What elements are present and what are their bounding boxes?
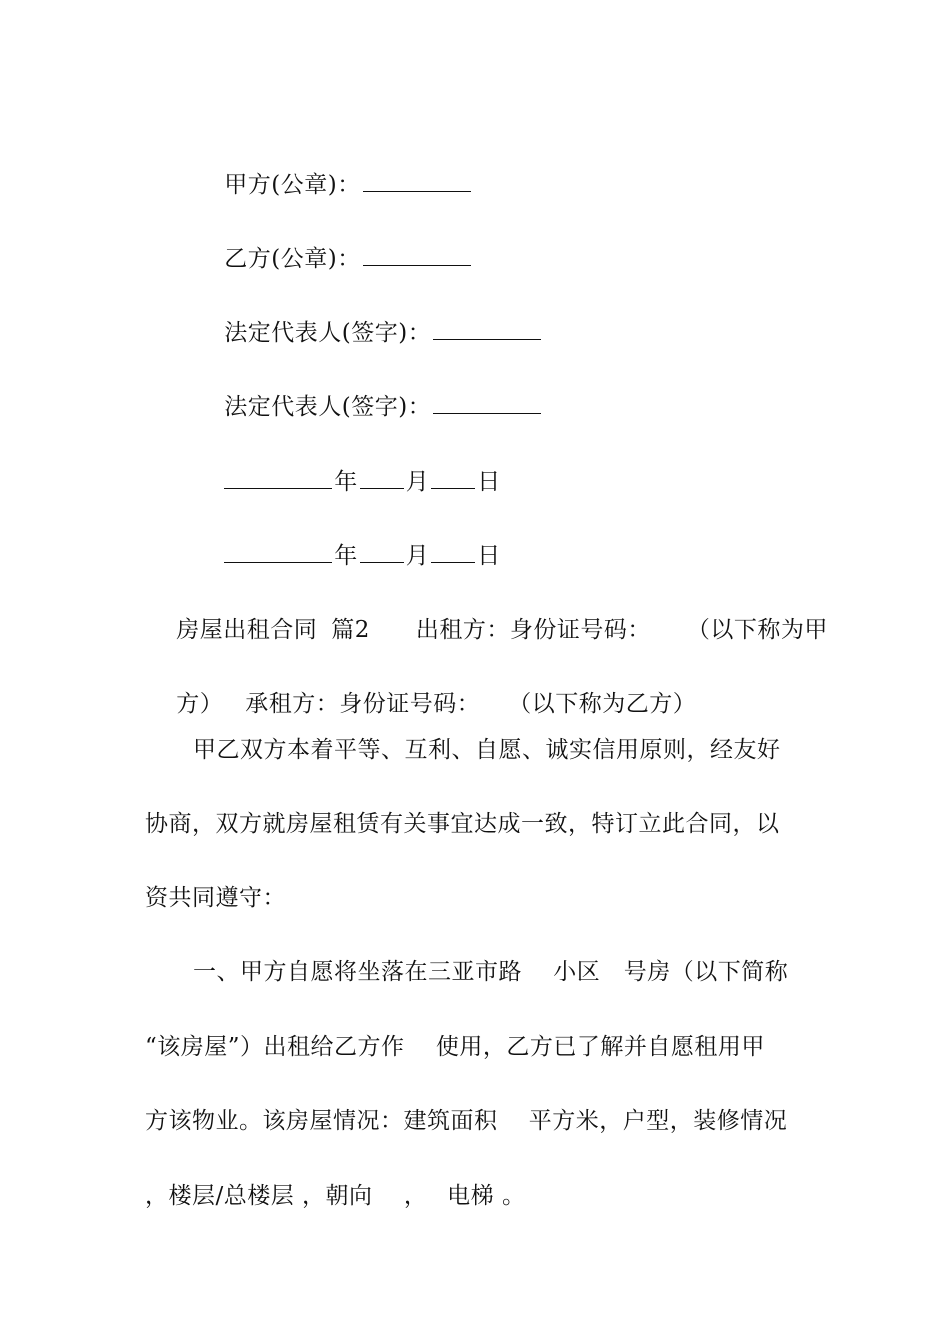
article1-line-2: “该房屋”）出租给乙方作 使用，乙方已了解并自愿租用甲	[145, 1034, 765, 1060]
month-blank-2	[360, 540, 404, 563]
party-b-seal-label: 乙方(公章)：	[224, 246, 361, 272]
day-label-2: 日	[477, 543, 501, 569]
year-blank-1	[224, 466, 332, 489]
year-blank-2	[224, 540, 332, 563]
intro-line-1: 甲乙双方本着平等、互利、自愿、诚实信用原则，经友好	[193, 737, 781, 763]
lessor-alias-end: 方）	[176, 691, 224, 717]
lessee-alias: （以下称为乙方）	[508, 691, 697, 717]
month-label-2: 月	[405, 543, 430, 569]
party-a-seal-blank	[363, 169, 471, 192]
lessor-label: 出租方：身份证号码：	[415, 617, 651, 643]
intro-line-2: 协商，双方就房屋租赁有关事宜达成一致，特订立此合同，以	[145, 811, 780, 837]
day-label-1: 日	[477, 469, 501, 495]
year-label-2: 年	[334, 543, 358, 569]
legal-rep-label-1: 法定代表人(签字)：	[224, 320, 432, 346]
article1-line-1: 一、甲方自愿将坐落在三亚市路 小区 号房（以下简称	[193, 959, 789, 985]
legal-rep-blank-2	[433, 391, 541, 414]
day-blank-1	[431, 466, 475, 489]
month-blank-1	[360, 466, 404, 489]
section2-title: 房屋出租合同	[176, 617, 318, 643]
lessee-label: 承租方：身份证号码：	[245, 691, 481, 717]
year-label-1: 年	[334, 469, 358, 495]
article1-line-3: 方该物业。该房屋情况：建筑面积 平方米，户型，装修情况	[145, 1108, 788, 1134]
intro-line-3: 资共同遵守：	[145, 885, 286, 911]
party-b-seal-blank	[363, 243, 471, 266]
legal-rep-blank-1	[433, 317, 541, 340]
lessor-alias: （以下称为甲	[686, 617, 828, 643]
article1-line-4: ，楼层/总楼层 ，朝向 ， 电梯 。	[145, 1183, 526, 1209]
legal-rep-label-2: 法定代表人(签字)：	[224, 394, 432, 420]
month-label-1: 月	[405, 469, 430, 495]
section2-part: 篇2	[331, 617, 370, 643]
day-blank-2	[431, 540, 475, 563]
party-a-seal-label: 甲方(公章)：	[224, 172, 361, 198]
